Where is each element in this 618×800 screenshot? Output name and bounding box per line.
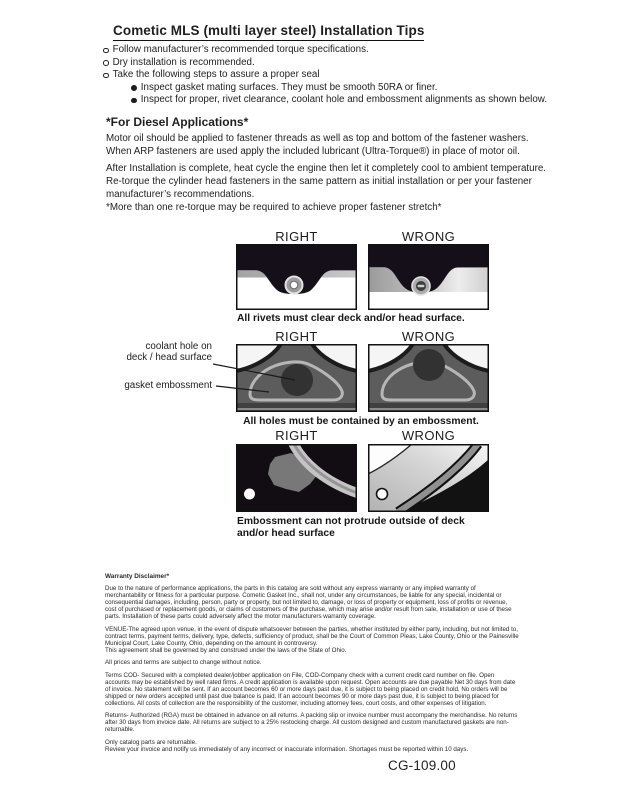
retorque-note: *More than one re-torque may be required to achieve proper fastener stretch* [106,202,442,213]
embossment-pointer-line [216,386,269,392]
page-title: Cometic MLS (multi layer steel) Installation Tips [113,23,424,41]
rivet-wrong-diagram [368,244,489,310]
deck-groove [236,403,357,408]
dot-bullet-icon [131,85,137,91]
bolt-hole [244,489,255,500]
warranty-disclaimer-heading: Warranty Disclaimer* [105,573,170,580]
tip-text: Inspect gasket mating surfaces. They must be smooth 50RA or finer. [140,81,438,93]
warranty-disclaimer [105,573,519,758]
gasket-embossment-label: gasket embossment [124,380,212,391]
rivet-highlight [418,285,425,287]
bolt-hole [377,489,388,500]
wrong-label: WRONG [401,428,456,443]
rivet-center [290,281,298,289]
diesel-paragraph-1: Motor oil should be applied to fastener threads as well as top and bottom of the fastener washers. When ARP fasteners are used apply the included lubricant (Ultra-Torque®) in place of motor oil. [106,133,529,157]
row1-caption: All rivets must clear deck and/or head surface. [237,313,465,324]
row3-caption-line1: Embossment can not protrude outside of deck [237,516,465,527]
wrong-label: WRONG [401,329,456,344]
right-label: RIGHT [275,428,318,443]
dot-bullet-icon [131,98,137,104]
diesel-paragraph-2: After Installation is complete, heat cycle the engine then let it completely cool to ambient temperature. Re-torque the cylinder head fasteners in the same pattern as initial installation or per your fastener manufacturer’s recommendations. [106,163,547,200]
coolant-hole [413,349,445,381]
prices-terms-line: All prices and terms are subject to change without notice. [105,659,262,666]
governing-law-line: This agreement shall be governed by and construed under the laws of the State of Ohio. [105,646,347,654]
returns-paragraph: Returns- Authorized (RGA) must be obtained in advance on all returns. A packing slip or invoice number must accompany the merchandise. No returns after 30 days from invoice date. All returns are subject to a 25% restocking charge. All custom designed and custom manufactured gaskets are non-returnable. [105,712,518,733]
list-item [103,44,563,57]
catalog-parts-line: Only catalog parts are returnable. [105,738,197,746]
tip-text: Take the following steps to assure a proper seal [112,69,320,80]
leader-lines [204,355,304,399]
row3-caption-line2: and/or head surface [237,527,335,539]
warranty-paragraph: Due to the nature of performance applications, the parts in this catalog are sold without any express warranty or any implied warranty of merchantability or fitness for a particular purpose. Cometic Gasket Inc., shall not, under any circumstances, be liable for any special, incidental or consequential damages, including, person, party or property, but not limited to, damage, or loss of property or equipment, loss of profits or revenue, cost of purchased or replacement goods, or claims of customers of the purchase, which may arise and/or result from sale, installation or use of these parts. Installation of these parts could adversely affect the motor manufacturers warranty coverage. [105,585,512,620]
rivet-right-diagram [236,244,357,310]
review-invoice-line: Review your invoice and notify us immediately of any incorrect or inaccurate information. Shortages must be reported within 10 days. [105,745,469,753]
page-code: CG-109.00 [388,758,456,773]
venue-paragraph: VENUE-The agreed upon venue, in the event of dispute whatsoever between the parties, whether instituted by either party, including, but not limited to, contract terms, payment terms, delivery, type, defects, sufficiency of product, shall be the Court of Common Pleas, Lake County, Ohio or the Painesville Municipal Court, Lake County, Ohio, depending on the amount in controversy. [105,625,519,647]
coolant-hole-pointer-line [213,364,295,380]
deck-groove-highlight [236,408,357,410]
embossment-wrong-diagram [368,344,489,412]
tip-text: Inspect for proper, rivet clearance, coolant hole and embossment alignments as shown below. [140,94,548,105]
tip-text: Follow manufacturer’s recommended torque specifications. [112,44,369,55]
circle-bullet-icon [103,48,109,54]
coolant-hole-label-line1: coolant hole on [145,341,212,352]
circle-bullet-icon [103,73,109,79]
circle-bullet-icon [103,60,109,66]
right-label: RIGHT [275,329,318,344]
deck-edge-right-diagram [236,444,357,512]
coolant-hole-label [90,341,212,363]
installation-tips-list [103,44,563,107]
list-item [131,94,563,107]
list-item [103,57,563,70]
tip-text: Dry installation is recommended. [112,56,255,68]
coolant-hole-label-line2: deck / head surface [126,352,212,363]
right-label: RIGHT [275,229,318,244]
terms-cod-paragraph: Terms COD- Secured with a completed dealer/jobber application on File, COD-Company check with a current credit card number on file. Open accounts may be established by well rated firms. A credit application is available upon request. Open accounts are due payable Net 30 days from date of invoice. No statement will be sent. If an account becomes 60 or more days past due, it is subject to being placed on credit hold. No orders will be shipped or new orders accepted until past due balance is paid. If an account becomes 90 or more days past due, it is subject to being placed for collections. All costs of collection are the responsibility of the customer, including attorney fees, court costs, and other expenses of litigation. [105,671,516,707]
deck-edge-wrong-diagram [368,444,489,512]
list-item [103,69,563,82]
row3-caption [237,516,465,539]
diesel-applications-heading: *For Diesel Applications* [106,115,249,129]
row2-caption: All holes must be contained by an embossment. [243,416,479,427]
list-item [131,82,563,95]
wrong-label: WRONG [401,229,456,244]
deck-groove-highlight [368,408,489,410]
deck-groove [368,403,489,408]
